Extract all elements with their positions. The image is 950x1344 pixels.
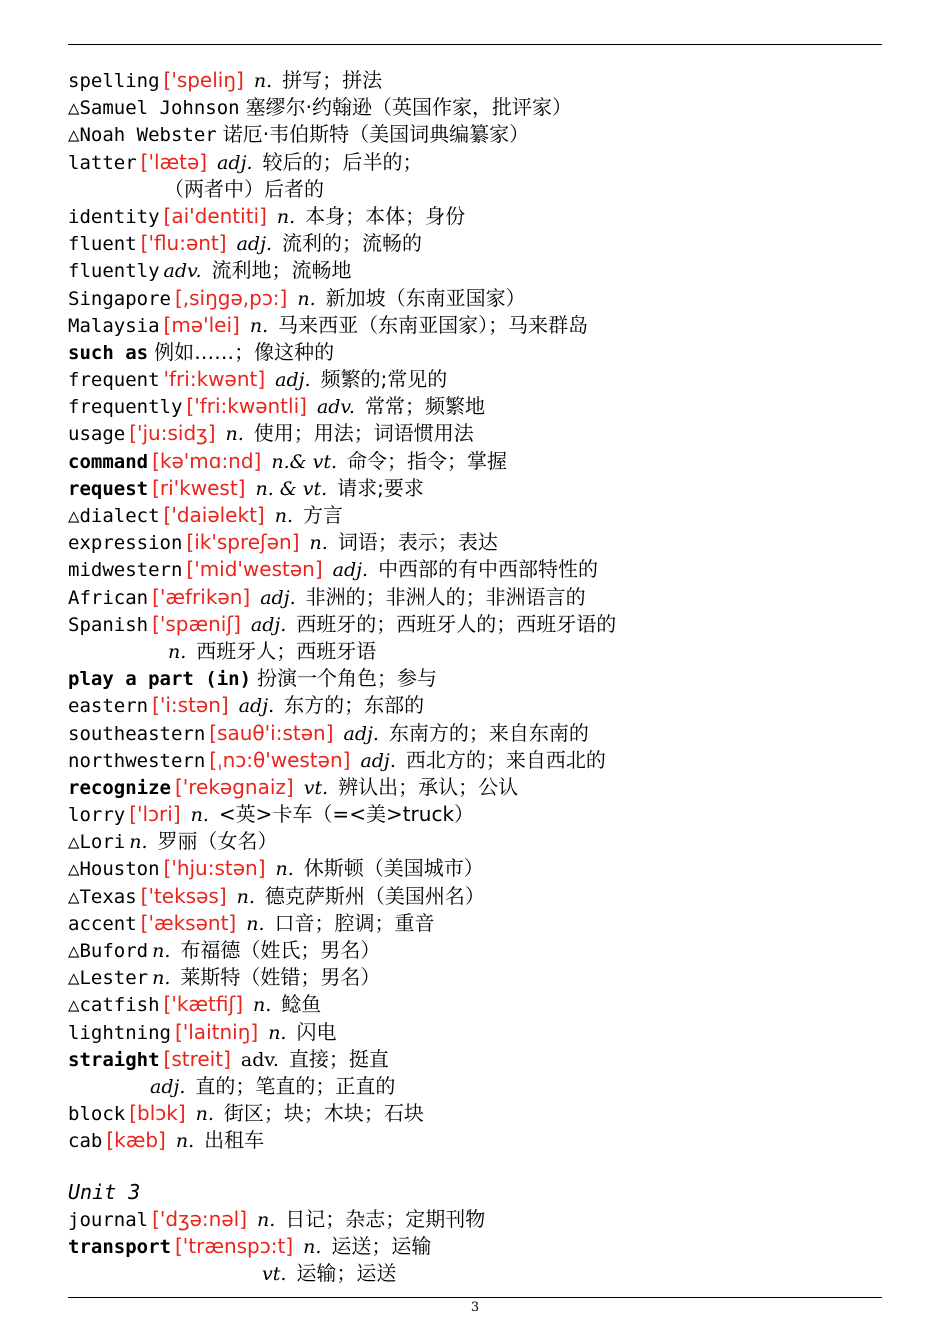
entry-part-of-speech: n. [297, 287, 316, 310]
entry-word: lightning [68, 1021, 171, 1044]
entry-part-of-speech: n. [276, 205, 296, 228]
entry-phonetic: ['flu:ənt] [140, 231, 227, 256]
entry-part-of-speech: adj. [236, 233, 272, 256]
entry-word: northwestern [68, 749, 206, 772]
vocab-entry [68, 1206, 898, 1233]
entry-part-of-speech: n. [253, 70, 273, 92]
page-number: 3 [470, 1300, 480, 1315]
entry-word: fluent [68, 233, 137, 256]
entry-phonetic: ['lɔri] [129, 802, 181, 827]
entry-part-of-speech: n. [257, 1208, 276, 1231]
vocab-entry [68, 964, 898, 991]
entry-word: cab [68, 1130, 103, 1153]
entry-phonetic: [ri'kwest] [152, 475, 246, 500]
entry-definition: 流利地；流畅地 [211, 258, 352, 283]
vocab-entry [68, 312, 898, 339]
entry-definition: 闪电 [296, 1019, 337, 1044]
entry-phonetic: [sauθ'i:stən] [209, 720, 334, 745]
vocab-entry [68, 747, 898, 774]
entry-part-of-speech: n.& vt. [271, 450, 337, 473]
vocab-entry [68, 937, 898, 964]
entry-phonetic: ['teksəs] [140, 883, 227, 908]
vocab-entry [68, 720, 898, 747]
entry-part-of-speech: n. [275, 858, 294, 881]
vocab-entry [68, 203, 898, 230]
entry-word: frequent [68, 369, 160, 392]
entry-word: △Lester [68, 967, 149, 990]
vocab-entry [68, 285, 898, 312]
entry-word: southeastern [68, 722, 206, 745]
entry-definition: 频繁的;常见的 [320, 367, 448, 392]
vocab-entry [68, 94, 898, 121]
entry-phonetic: ['spæniʃ] [152, 611, 241, 636]
entry-word: transport [68, 1235, 171, 1258]
entry-phonetic: ['fri:kwəntli] [186, 394, 307, 419]
entry-part-of-speech: adj. [332, 559, 369, 582]
entry-part-of-speech: adv. [163, 260, 202, 283]
spacer [68, 1155, 898, 1179]
vocab-entry [68, 529, 898, 556]
entry-definition: 日记；杂志；定期刊物 [285, 1206, 486, 1231]
entry-word: expression [68, 532, 183, 555]
vocab-entry [68, 855, 898, 882]
entry-word: accent [68, 912, 137, 935]
vocab-entry [68, 1100, 898, 1127]
entry-phonetic: ['dʒə:nəl] [152, 1206, 248, 1231]
vocab-entry [68, 448, 898, 475]
vocabulary-block-unit-3 [68, 1206, 898, 1288]
entry-part-of-speech: adv. [240, 1048, 279, 1071]
entry-part-of-speech: vt. [303, 776, 329, 799]
entry-part-of-speech: n. [303, 1235, 322, 1258]
entry-phonetic: ['kætfiʃ] [163, 992, 243, 1017]
entry-word: latter [68, 151, 137, 174]
entry-definition: 布福德（姓氏；男名） [180, 938, 381, 962]
vocab-entry [68, 584, 898, 611]
entry-word: Singapore [68, 287, 171, 310]
entry-word: frequently [68, 396, 183, 419]
entry-phonetic: ['i:stən] [152, 693, 229, 718]
vocab-entry [68, 339, 898, 366]
entry-word: African [68, 586, 149, 609]
vocab-entry [68, 1019, 898, 1046]
entry-definition: 德克萨斯州（美国州名） [264, 883, 485, 908]
entry-part-of-speech: adj. [260, 586, 296, 609]
vocabulary-list [68, 67, 898, 1287]
entry-definition: 较后的；后半的； [262, 149, 423, 174]
vocab-entry [68, 611, 898, 638]
entry-definition: 运输；运送 [296, 1261, 397, 1286]
vocab-entry [68, 638, 898, 665]
entry-word: lorry [68, 804, 126, 827]
entry-part-of-speech: n. & vt. [255, 477, 328, 500]
vocab-entry [68, 176, 898, 203]
entry-definition: 街区；块；木块；石块 [223, 1101, 424, 1126]
vocab-entry [68, 801, 898, 828]
vocab-entry [68, 1127, 898, 1154]
entry-definition: 非洲的；非洲人的；非洲语言的 [305, 584, 586, 609]
entry-phonetic: ['lætə] [140, 149, 208, 174]
vocab-entry [68, 1073, 898, 1100]
entry-word: request [68, 477, 149, 500]
entry-part-of-speech: n. [225, 423, 244, 446]
entry-word: straight [68, 1048, 160, 1071]
entry-definition: 方言 [303, 503, 343, 527]
entry-part-of-speech: adj. [150, 1075, 186, 1098]
entry-definition: 西班牙人；西班牙语 [196, 638, 377, 663]
vocab-entry [68, 149, 898, 176]
entry-word: △Samuel Johnson [68, 97, 240, 120]
entry-word: midwestern [68, 559, 183, 582]
entry-word: such as [68, 341, 149, 364]
entry-part-of-speech: adj. [275, 369, 311, 392]
entry-definition: 例如……；像这种的 [154, 339, 335, 364]
vocab-entry [68, 67, 898, 94]
entry-definition: 中西部的有中西部特性的 [378, 557, 599, 582]
entry-phonetic: [streit] [163, 1046, 231, 1071]
entry-phonetic: [ai'dentiti] [163, 203, 267, 228]
entry-definition: 鲶鱼 [281, 992, 322, 1017]
entry-word: △dialect [68, 505, 160, 527]
entry-definition: 马来西亚（东南亚国家）；马来群岛 [278, 312, 589, 337]
entry-phonetic: ['daiəlekt] [163, 503, 265, 527]
entry-definition: 塞缪尔·约翰逊（英国作家，批评家） [245, 95, 572, 120]
entry-phonetic: ['ju:sidʒ] [129, 421, 216, 446]
entry-phonetic: [ˌnɔ:θ'westən] [209, 747, 351, 772]
entry-phonetic: [blɔk] [129, 1101, 186, 1126]
entry-definition: 本身；本体；身份 [305, 203, 466, 228]
unit-heading-row [68, 1179, 898, 1206]
entry-part-of-speech: n. [168, 640, 187, 663]
entry-definition: 直接；挺直 [288, 1046, 389, 1071]
vocab-entry [68, 883, 898, 910]
entry-phonetic: ['æksənt] [140, 910, 237, 935]
entry-definition: （两者中）后者的 [164, 176, 324, 201]
entry-definition: 词语；表示；表达 [337, 530, 498, 555]
entry-definition: 常常；频繁地 [364, 394, 485, 419]
entry-phonetic: ['mid'westən] [186, 557, 323, 582]
entry-definition: 罗丽（女名） [157, 829, 278, 854]
entry-part-of-speech: n. [195, 1103, 214, 1126]
entry-part-of-speech: adj. [360, 749, 396, 772]
vocab-entry [68, 1046, 898, 1073]
entry-phonetic: [kə'mɑ:nd] [152, 448, 262, 473]
entry-word: △Lori [68, 831, 126, 854]
entry-part-of-speech: n. [249, 314, 269, 337]
entry-word: △Houston [68, 858, 160, 881]
entry-word: fluently [68, 260, 160, 283]
entry-definition: 出租车 [204, 1128, 265, 1153]
entry-definition: 扮演一个角色；参与 [257, 666, 438, 691]
entry-definition: 新加坡（东南亚国家） [325, 285, 526, 310]
entry-phonetic: ['trænspɔ:t] [174, 1233, 294, 1258]
entry-word: play a part (in) [68, 668, 252, 691]
entry-part-of-speech: adj. [238, 695, 275, 718]
entry-definition: 使用；用法；词语惯用法 [253, 421, 474, 446]
entry-definition: 流利的；流畅的 [282, 231, 422, 256]
vocab-entry [68, 774, 898, 801]
entry-word: spelling [68, 70, 160, 92]
entry-word: Spanish [68, 613, 149, 636]
vocab-entry [68, 828, 898, 855]
entry-definition: 运送；运输 [331, 1233, 432, 1258]
entry-definition: 诺厄·韦伯斯特（美国词典编纂家） [222, 122, 530, 147]
entry-word: command [68, 450, 149, 473]
entry-part-of-speech: n. [236, 885, 255, 908]
vocab-entry [68, 910, 898, 937]
entry-phonetic: [kæb] [106, 1128, 166, 1153]
entry-part-of-speech: adv. [316, 396, 355, 419]
vocab-entry [68, 556, 898, 583]
entry-word: journal [68, 1208, 149, 1231]
entry-word: identity [68, 205, 160, 228]
entry-phonetic: [,siŋgə,pɔ:] [174, 285, 288, 310]
entry-phonetic: [mə'lei] [163, 312, 240, 337]
vocab-entry [68, 502, 898, 529]
entry-definition: 西班牙的；西班牙人的；西班牙语的 [296, 611, 617, 636]
entry-definition: 直的；笔直的；正直的 [195, 1073, 396, 1098]
vocab-entry [68, 230, 898, 257]
footer-rule [68, 1297, 882, 1298]
entry-definition: 东方的；东部的 [284, 693, 425, 718]
entry-word: eastern [68, 695, 149, 718]
vocab-entry [68, 121, 898, 148]
entry-phonetic: ['rekəgnaiz] [174, 774, 294, 799]
entry-definition: 东南方的；来自东南的 [388, 720, 589, 745]
entry-word: Malaysia [68, 314, 160, 337]
entry-word: block [68, 1103, 126, 1126]
entry-word: recognize [68, 776, 171, 799]
entry-definition: <英>卡车（=<美>truck） [218, 802, 475, 827]
entry-phonetic: ['hju:stən] [163, 856, 266, 881]
entry-word: △catfish [68, 994, 160, 1017]
entry-phonetic: 'fri:kwənt] [163, 367, 266, 392]
entry-word: △Buford [68, 940, 149, 962]
vocab-entry [68, 991, 898, 1018]
entry-part-of-speech: n. [253, 994, 272, 1017]
vocab-entry [68, 1233, 898, 1260]
entry-phonetic: ['speliŋ] [163, 68, 244, 92]
entry-word: △Texas [68, 885, 137, 908]
header-rule [68, 44, 882, 45]
entry-definition: 命令；指令；掌握 [347, 448, 507, 473]
vocab-entry [68, 257, 898, 284]
vocab-entry [68, 420, 898, 447]
entry-part-of-speech: adj. [343, 722, 379, 745]
entry-part-of-speech: vt. [262, 1263, 287, 1286]
unit-heading: Unit 3 [68, 1179, 141, 1204]
entry-definition: 口音；腔调；重音 [274, 910, 435, 935]
entry-definition: 拼写；拼法 [282, 68, 383, 92]
entry-definition: 休斯顿（美国城市） [303, 856, 484, 881]
vocab-entry [68, 692, 898, 719]
entry-part-of-speech: n. [309, 532, 328, 555]
entry-part-of-speech: n. [274, 505, 293, 527]
entry-phonetic: ['laitniŋ] [174, 1019, 259, 1044]
entry-phonetic: [ik'spreʃən] [186, 530, 300, 555]
entry-definition: 请求;要求 [337, 475, 424, 500]
entry-definition: 莱斯特（姓错；男名） [180, 965, 381, 990]
entry-part-of-speech: n. [190, 804, 209, 827]
vocab-entry [68, 475, 898, 502]
entry-definition: 辨认出；承认；公认 [338, 774, 519, 799]
entry-phonetic: ['æfrikən] [152, 584, 251, 609]
entry-word: usage [68, 423, 126, 446]
entry-part-of-speech: n. [246, 912, 265, 935]
vocabulary-block-unit-2 [68, 67, 898, 1155]
entry-part-of-speech: adj. [250, 613, 287, 636]
vocab-entry [68, 665, 898, 692]
vocab-entry [68, 393, 898, 420]
entry-part-of-speech: n. [152, 967, 171, 990]
entry-part-of-speech: n. [175, 1130, 195, 1153]
entry-part-of-speech: n. [129, 831, 148, 854]
vocab-entry [68, 366, 898, 393]
entry-part-of-speech: n. [152, 940, 171, 962]
vocab-entry [68, 1260, 898, 1287]
entry-definition: 西北方的；来自西北的 [405, 747, 606, 772]
entry-part-of-speech: adj. [217, 151, 253, 174]
entry-part-of-speech: n. [268, 1021, 287, 1044]
entry-word: △Noah Webster [68, 124, 217, 147]
